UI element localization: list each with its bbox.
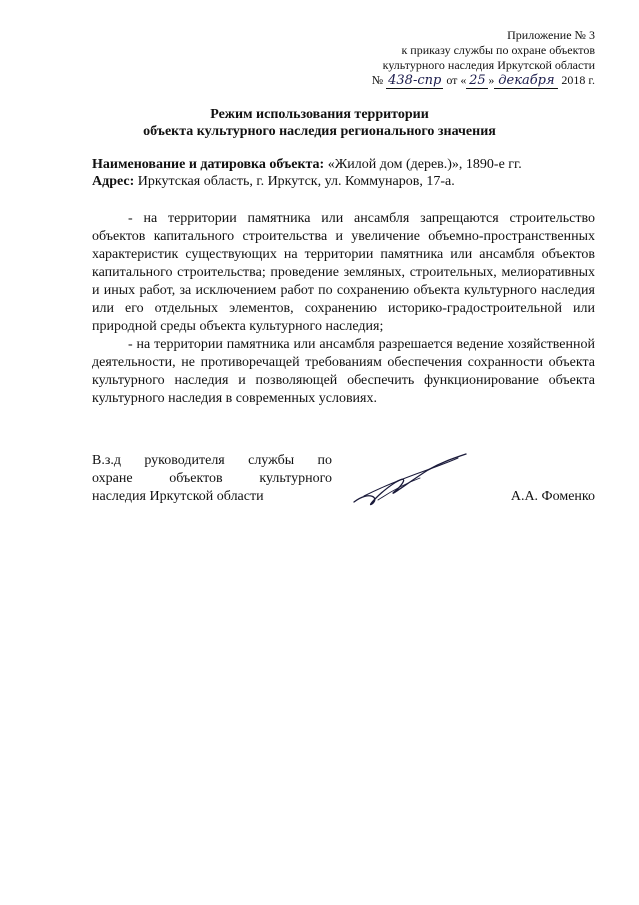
object-address-row bbox=[92, 173, 602, 190]
object-info bbox=[92, 156, 602, 190]
signatory-name: А.А. Фоменко bbox=[510, 489, 595, 504]
annex-date-from: от « bbox=[446, 73, 467, 87]
object-name-label: Наименование и датировка объекта: bbox=[92, 157, 325, 172]
signatory-position-line-2: охране объектов культурного bbox=[92, 471, 332, 486]
regime-text bbox=[92, 210, 595, 408]
object-name-value: «Жилой дом (дерев.)», 1890-е гг. bbox=[324, 157, 522, 172]
annex-order-line: к приказу службы по охране объектов bbox=[401, 43, 595, 57]
object-name-row bbox=[92, 156, 602, 173]
signatory-position bbox=[92, 452, 332, 506]
annex-date-day-handwritten: 25 bbox=[466, 73, 488, 89]
annex-title: Приложение № 3 bbox=[507, 28, 595, 42]
annex-block bbox=[265, 28, 595, 89]
regime-paragraph-prohibitions: - на территории памятника или ансамбля запрещаются строительство объектов капитального строительства и увеличение объемно-пространственных характеристик существующих на территории памятника или ансамбля объектов капитального строительства; проведение земляных, строительных, мелиоративных и иных работ, за исключением работ по сохранению объекта культурного наследия или его отдельных элементов, сохранению историко-градостроительной или природной среды объекта культурного наследия; bbox=[92, 211, 595, 334]
annex-number-date bbox=[265, 73, 595, 89]
object-address-value: Иркутская область, г. Иркутск, ул. Коммунаров, 17-а. bbox=[134, 174, 455, 189]
signatory-position-line-1: В.з.д руководителя службы по bbox=[92, 453, 332, 468]
annex-authority-line: культурного наследия Иркутской области bbox=[382, 58, 595, 72]
annex-date-month-handwritten: декабря bbox=[494, 73, 558, 89]
annex-date-year: 2018 г. bbox=[561, 73, 595, 87]
object-address-label: Адрес: bbox=[92, 174, 135, 189]
handwritten-signature bbox=[350, 452, 470, 512]
annex-number-handwritten: 438-спр bbox=[388, 73, 442, 88]
annex-date-close: » bbox=[488, 73, 495, 87]
regime-paragraph-permissions: - на территории памятника или ансамбля разрешается ведение хозяйственной деятельности, не противоречащей требованиям обеспечения сохранности объекта культурного наследия и позволяющей обеспечить функционирование объекта культурного наследия в современных условиях. bbox=[92, 337, 595, 406]
title-line-2: объекта культурного наследия регионального значения bbox=[143, 124, 496, 139]
title-line-1: Режим использования территории bbox=[210, 107, 429, 122]
signatory-position-line-3: наследия Иркутской области bbox=[92, 489, 264, 504]
annex-number-prefix: № bbox=[371, 73, 384, 87]
document-title bbox=[0, 106, 639, 140]
